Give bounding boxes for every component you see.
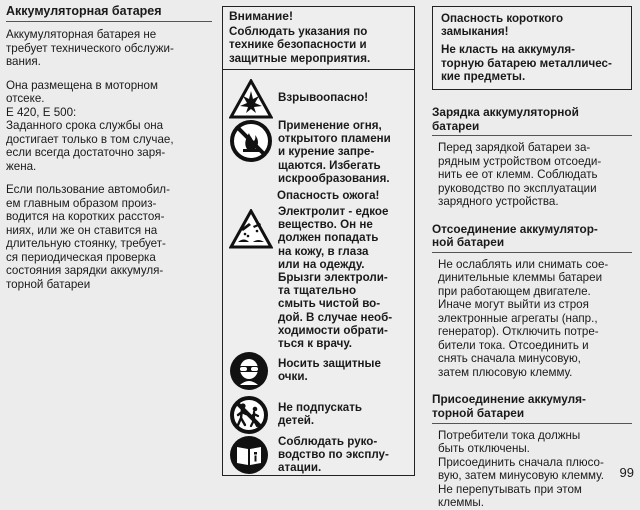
section-title-connect: Присоединение аккумуля- торной батареи: [432, 393, 632, 423]
goggles-text: Носить защитные очки.: [278, 357, 381, 384]
explosion-warning-row: [229, 79, 410, 119]
acid-warning-row: [229, 205, 410, 350]
battery-paragraph-3: Если пользование автомобил- ем главным образом произ- водится на коротких расстоя- ниях, или же он ставится на длительную стоянку, требует- ся периодическая проверка состояния зарядки аккумуля- торной батареи: [6, 183, 170, 291]
burn-danger-label: Опасность ожога!: [277, 189, 380, 202]
no-fire-text: Применение огня, открытого пламени и курение запре- щаются. Избегать искрообразования.: [278, 119, 391, 185]
charging-text: Перед зарядкой батареи за- рядным устройством отсоеди- нить ее от клемм. Соблюдать руководство по эксплуатации зарядного устройства.: [438, 141, 602, 209]
battery-paragraph-1: Аккумуляторная батарея не требует технического обслужи- вания.: [6, 28, 174, 68]
page-number: 99: [619, 465, 634, 480]
read-manual-icon: [229, 435, 273, 475]
disconnect-text: Не ослаблять или снимать сое- динительные клеммы батареи при работающем двигателе. Иначе могут выйти из строя электронные агрегаты (напр., генератор). Отключить потре- бители тока. Отсоединить и снять сначала минусовую, затем плюсовую клемму.: [438, 257, 609, 379]
short-circuit-text: Не класть на аккумуля- торную батарею металличес- кие предметы.: [441, 43, 612, 83]
safety-warning-box: [222, 6, 415, 476]
short-circuit-warning-box: [432, 6, 632, 90]
acid-warning-text: Электролит - едкое вещество. Он не должен попадать на кожу, в глаза или на одежду. Брызги электроли- та тщательно смыть чистой во- дой. В случае необ- ходимости обрати- ться к врачу.: [278, 205, 393, 351]
left-column: [6, 4, 212, 301]
children-text: Не подпускать детей.: [278, 401, 362, 428]
explosion-label: Взрывоопасно!: [278, 91, 369, 104]
section-title-battery: Аккумуляторная батарея: [6, 4, 212, 22]
eye-protection-icon: [229, 351, 273, 391]
connect-text: Потребители тока должны быть отключены. Присоединить сначала плюсо- вую, затем минусовую клемму. Не перепутывать при этом клеммы.: [438, 428, 605, 510]
explosion-warning-icon: [229, 79, 273, 119]
manual-text: Соблюдать руко- водство по эксплу- атации.: [278, 435, 389, 475]
no-fire-row: [229, 119, 410, 185]
no-open-flame-icon: [229, 119, 273, 185]
goggles-row: [229, 351, 410, 391]
corrosive-warning-icon: [229, 205, 273, 350]
children-row: [229, 395, 410, 435]
section-title-disconnect: Отсоединение аккумулятор- ной батареи: [432, 223, 632, 253]
warning-heading: Внимание!: [229, 9, 293, 23]
short-circuit-title: Опасность короткого замыкания!: [441, 12, 564, 39]
warning-subheading: Соблюдать указания по технике безопасности и защитные мероприятия.: [229, 25, 371, 65]
manual-row: [229, 435, 410, 475]
warning-header: [223, 7, 414, 70]
keep-children-away-icon: [229, 395, 273, 435]
right-column: [432, 6, 632, 510]
section-title-charging: Зарядка аккумуляторной батареи: [432, 106, 632, 136]
battery-paragraph-2: Она размещена в моторном отсеке. Е 420, Е 500: Заданного срока службы она достигает только в том случае, если всегда достаточно заря- жена.: [6, 78, 174, 173]
